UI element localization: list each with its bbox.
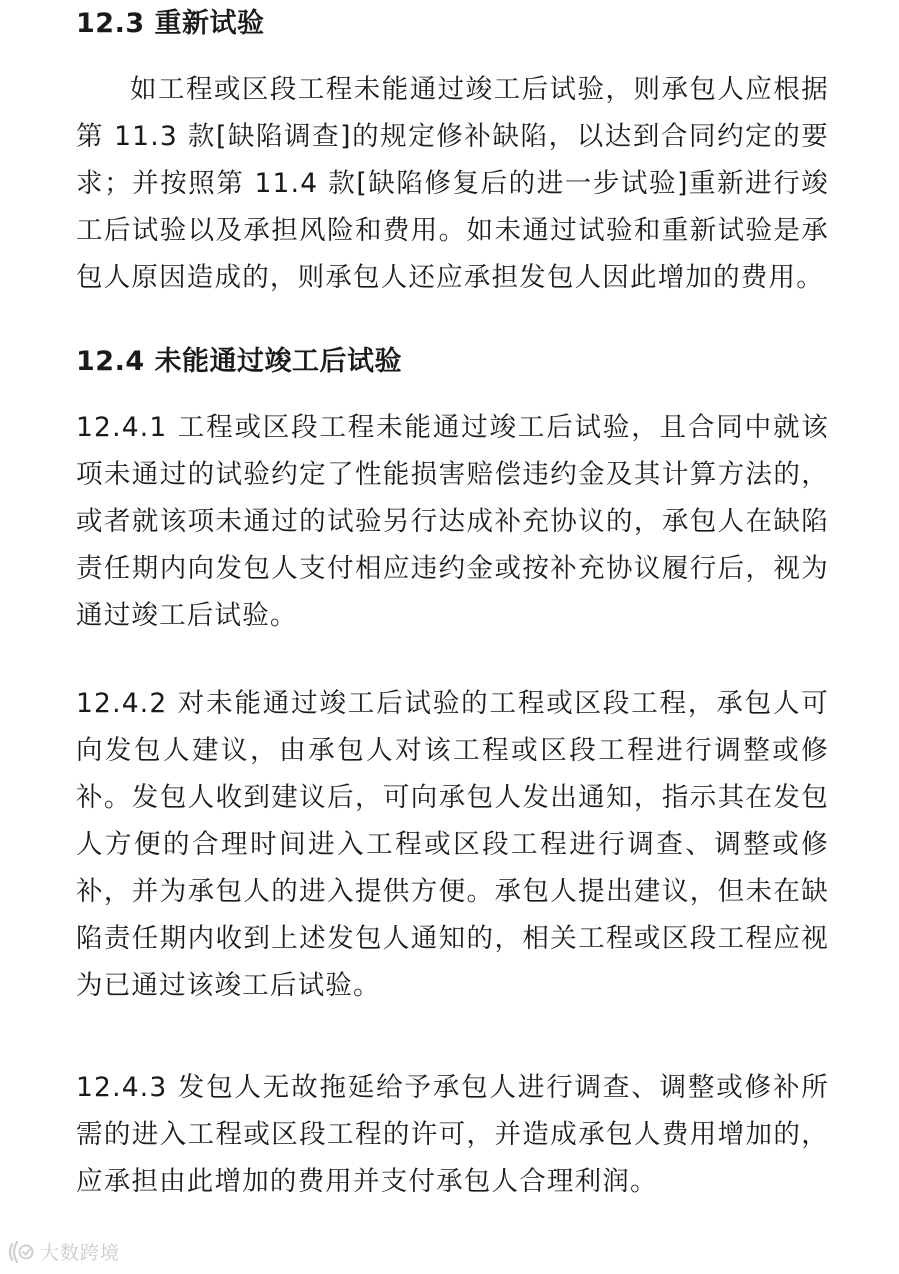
watermark-logo-icon [6,1240,36,1264]
section-12-3-body: 如工程或区段工程未能通过竣工后试验，则承包人应根据第 11.3 款[缺陷调查]的规定修补缺陷，以达到合同约定的要求；并按照第 11.4 款[缺陷修复后的进一步试验]重新进行竣工后试验以及承担风险和费用。如未通过试验和重新试验是承包人原因造成的，则承包人还应承担发包人因此增加的费用。 [76,74,829,293]
section-heading-12-4: 12.4 未能通过竣工后试验 [76,346,403,377]
section-heading-12-3: 12.3 重新试验 [76,8,265,39]
clause-12-4-1: 12.4.1 工程或区段工程未能通过竣工后试验，且合同中就该项未通过的试验约定了性能损害赔偿违约金及其计算方法的，或者就该项未通过的试验另行达成补充协议的，承包人在缺陷责任期内向发包人支付相应违约金或按补充协议履行后，视为通过竣工后试验。 [76,412,829,631]
clause-12-4-2: 12.4.2 对未能通过竣工后试验的工程或区段工程，承包人可向发包人建议，由承包人对该工程或区段工程进行调整或修补。发包人收到建议后，可向承包人发出通知，指示其在发包人方便的合理时间进入工程或区段工程进行调查、调整或修补，并为承包人的进入提供方便。承包人提出建议，但未在缺陷责任期内收到上述发包人通知的，相关工程或区段工程应视为已通过该竣工后试验。 [76,688,829,1001]
clause-12-4-3: 12.4.3 发包人无故拖延给予承包人进行调查、调整或修补所需的进入工程或区段工程的许可，并造成承包人费用增加的，应承担由此增加的费用并支付承包人合理利润。 [76,1072,829,1197]
watermark [6,1238,120,1265]
watermark-text: 大数跨境 [40,1242,121,1264]
